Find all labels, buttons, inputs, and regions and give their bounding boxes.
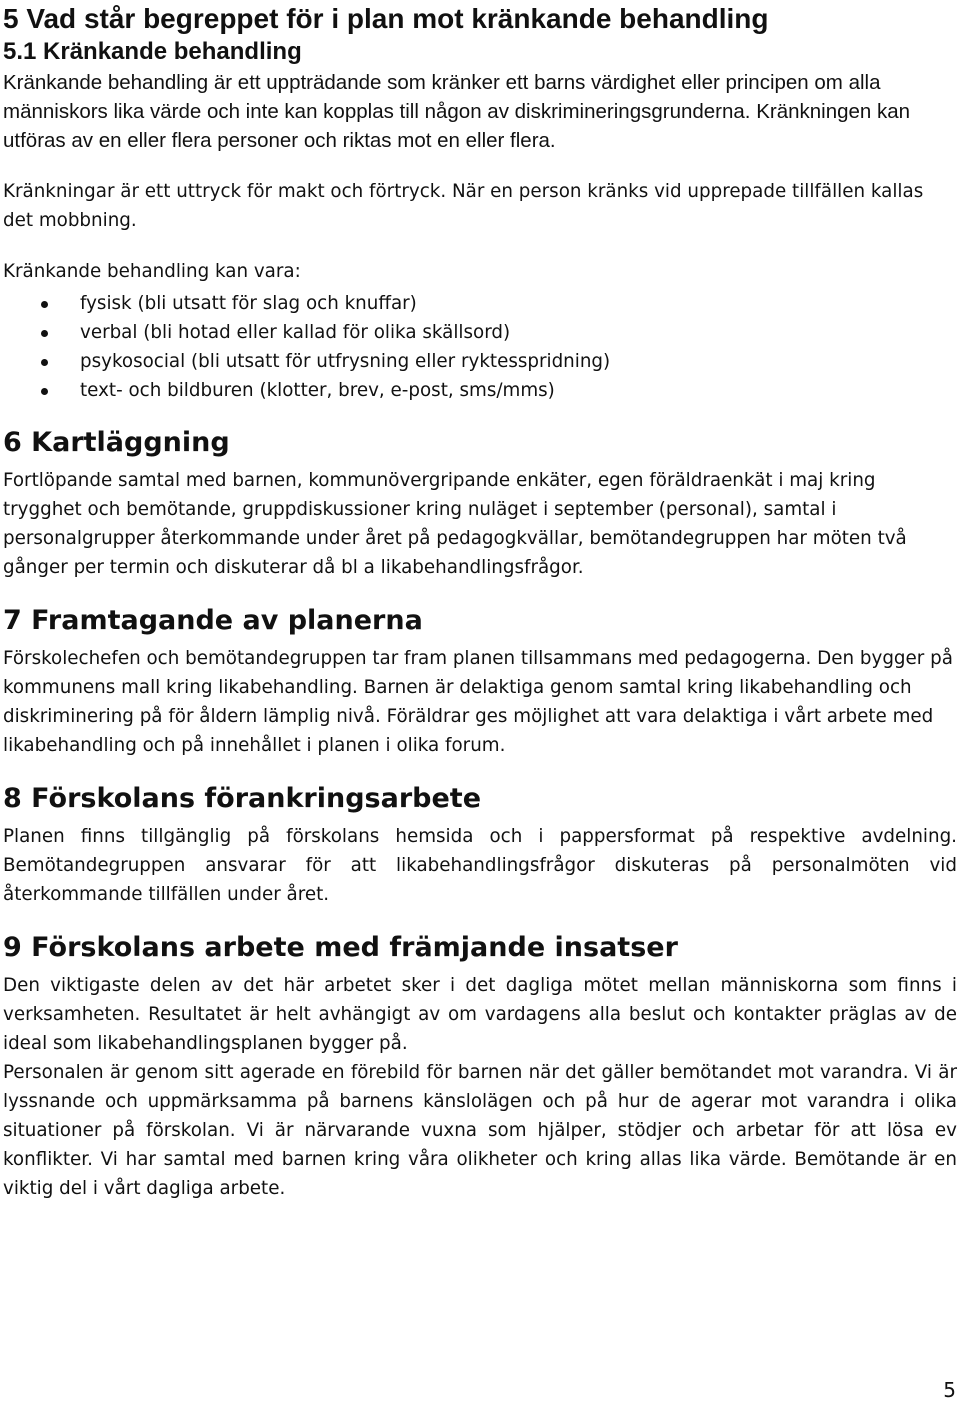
section-5-paragraph-2: Kränkningar är ett uttryck för makt och förtryck. När en person kränks vid upprepade tillfällen kallas det mobbning. xyxy=(3,181,924,231)
document-page xyxy=(3,0,957,1203)
section-7-body: Förskolechefen och bemötandegruppen tar fram planen tillsammans med pedagogerna. Den bygger på kommunens mall kring likabehandling. Barnen är delaktiga genom samtal kring likabehandling och diskriminering på för åldern lämplig nivå. Föräldrar ges möjlighet att vara delaktiga i vårt arbete med likabehandling och på innehållet i planen i olika forum. xyxy=(3,648,953,756)
bullet-icon xyxy=(41,330,48,337)
bullet-icon xyxy=(41,359,48,366)
section-9-heading: 9 Förskolans arbete med främjande insatser xyxy=(3,932,678,963)
section-5-1-heading: 5.1 Kränkande behandling xyxy=(3,38,302,65)
list-item: verbal (bli hotad eller kallad för olika skällsord) xyxy=(3,318,957,347)
list-item: fysisk (bli utsatt för slag och knuffar) xyxy=(3,289,957,318)
section-5-list-intro: Kränkande behandling kan vara: xyxy=(3,261,301,282)
section-6-heading: 6 Kartläggning xyxy=(3,427,230,458)
section-8-heading: 8 Förskolans förankringsarbete xyxy=(3,783,482,814)
page-number: 5 xyxy=(943,1378,956,1402)
violation-types-list xyxy=(3,289,957,405)
section-5-heading: 5 Vad står begreppet för i plan mot kränkande behandling xyxy=(3,3,769,34)
section-9-paragraph-2: Personalen är genom sitt agerade en förebild för barnen när det gäller bemötandet mot varandra. Vi är lyssnande och uppmärksamma på barnens känslolägen och på hur de agerar mot varandra i olika situationer på förskolan. Vi är närvarande vuxna som hjälper, stödjer och arbetar för att lösa ev konflikter. Vi har samtal med barnen kring våra olikheter och kring allas lika värde. Bemötande är en viktig del i vårt dagliga arbete. xyxy=(3,1062,957,1199)
section-9-paragraph-1: Den viktigaste delen av det här arbetet sker i det dagliga mötet mellan människorna som finns i verksamheten. Resultatet är helt avhängigt av om vardagens alla beslut och kontakter präglas av de ideal som likabehandlingsplanen bygger på. xyxy=(3,975,957,1054)
section-6-body: Fortlöpande samtal med barnen, kommunövergripande enkäter, egen föräldraenkät i maj kring trygghet och bemötande, gruppdiskussioner kring nuläget i september (personal), samtal i personalgrupper återkommande under året på pedagogkvällar, bemötandegruppen har möten två gånger per termin och diskuterar då bl a likabehandlingsfrågor. xyxy=(3,470,907,578)
section-8-body: Planen finns tillgänglig på förskolans hemsida och i pappersformat på respektive avdelning. Bemötandegruppen ansvarar för att likabehandlingsfrågor diskuteras på personalmöten vid återkommande tillfällen under året. xyxy=(3,826,957,905)
bullet-icon xyxy=(41,301,48,308)
list-item: text- och bildburen (klotter, brev, e-post, sms/mms) xyxy=(3,376,957,405)
section-7-heading: 7 Framtagande av planerna xyxy=(3,605,423,636)
bullet-icon xyxy=(41,388,48,395)
section-5-intro-paragraph: Kränkande behandling är ett uppträdande som kränker ett barns värdighet eller principen om alla människors lika värde och inte kan kopplas till någon av diskrimineringsgrunderna. Kränkningen kan utföras av en eller flera personer och riktas mot en eller flera. xyxy=(3,71,911,152)
list-item: psykosocial (bli utsatt för utfrysning eller ryktesspridning) xyxy=(3,347,957,376)
